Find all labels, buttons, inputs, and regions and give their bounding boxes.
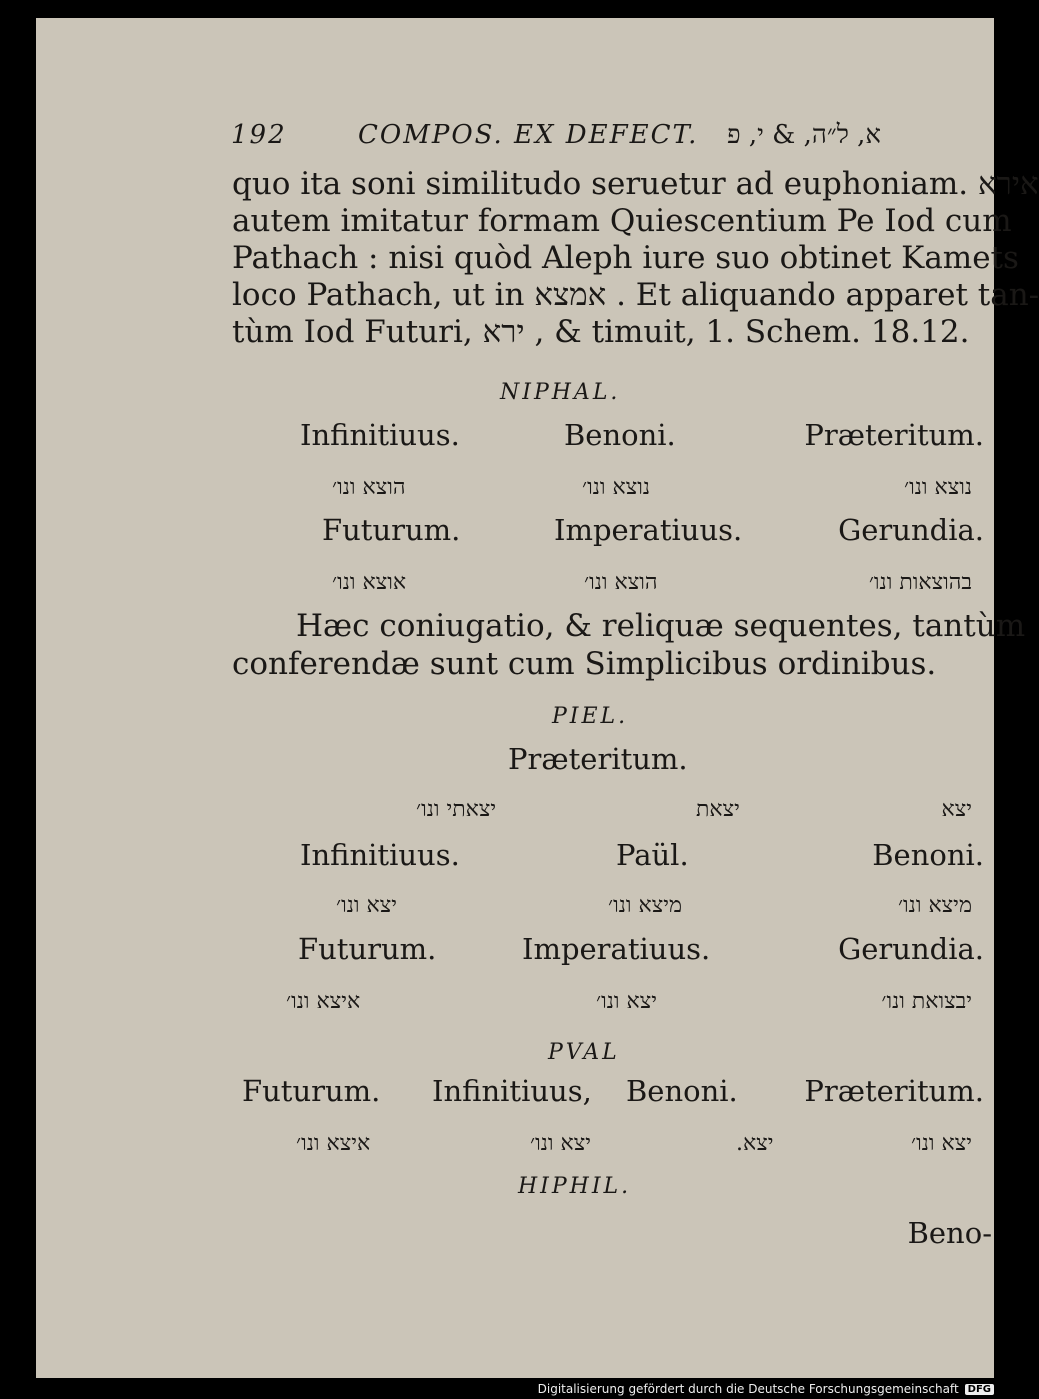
catchword: Beno-: [907, 1216, 992, 1250]
label-futurum: Futurum.: [322, 513, 461, 547]
latin-text: . Et aliquando apparet tan-: [616, 277, 1039, 313]
hebrew-form: נוצא ונו׳: [582, 475, 650, 500]
hebrew-form: מיצא ונו׳: [608, 893, 683, 918]
label-gerundia: Gerundia.: [838, 513, 984, 547]
label-benoni: Benoni.: [564, 418, 676, 452]
label-imperatiuus: Imperatiuus.: [554, 513, 743, 547]
label-infinitiuus: Infinitiuus,: [432, 1074, 592, 1108]
hebrew-form: הוצא ונו׳: [332, 475, 406, 500]
hebrew-word: אמצא: [534, 277, 607, 313]
hebrew-form: הוצא ונו׳: [584, 570, 658, 595]
latin-text: , & timuit, 1. Schem. 18.12.: [534, 314, 970, 350]
label-gerundia: Gerundia.: [838, 932, 984, 966]
hebrew-form: יבצואת ונו׳: [881, 989, 972, 1014]
hebrew-word: ירא: [482, 314, 525, 350]
book-page: [36, 18, 1039, 1378]
hebrew-form: יצאתי ונו׳: [416, 797, 497, 822]
paragraph-line: [232, 166, 1039, 202]
hebrew-form: יצא ונו׳: [911, 1131, 972, 1156]
page-number: 192: [231, 120, 287, 150]
label-futurum: Futurum.: [242, 1074, 381, 1108]
label-benoni: Benoni.: [626, 1074, 738, 1108]
label-benoni: Benoni.: [872, 838, 984, 872]
label-praeteritum: Præteritum.: [508, 742, 688, 776]
paragraph-line: Pathach : nisi quòd Aleph iure suo obtinet Kamets: [232, 240, 1019, 276]
digitization-footer: [538, 1382, 994, 1396]
running-title: COMPOS. EX DEFECT.: [358, 120, 699, 150]
paragraph-line: [232, 277, 1039, 313]
label-infinitiuus: Infinitiuus.: [300, 418, 460, 452]
hebrew-form: נוצא ונו׳: [904, 475, 972, 500]
paragraph-line: [232, 314, 969, 350]
hebrew-form: יצא: [941, 797, 972, 822]
latin-text: quo ita soni similitudo seruetur ad euphoniam.: [232, 166, 969, 202]
section-title-niphal: NIPHAL.: [500, 380, 621, 405]
section-title-pual: PVAL: [548, 1040, 620, 1065]
paragraph-line: Hæc coniugatio, & reliquæ sequentes, tantùm: [296, 608, 1026, 644]
hebrew-form: אוצא ונו׳: [332, 570, 407, 595]
label-infinitiuus: Infinitiuus.: [300, 838, 460, 872]
section-title-hiphil: HIPHIL.: [518, 1174, 632, 1199]
label-praeteritum: Præteritum.: [804, 1074, 984, 1108]
label-imperatiuus: Imperatiuus.: [522, 932, 711, 966]
hebrew-form: יצא.: [736, 1131, 774, 1156]
hebrew-word: אירא: [978, 166, 1039, 202]
label-pauil: Paül.: [616, 838, 689, 872]
hebrew-form: יצא ונו׳: [530, 1131, 591, 1156]
hebrew-form: יצאת: [696, 797, 740, 822]
hebrew-form: יצא ונו׳: [596, 989, 657, 1014]
hebrew-form: יצא ונו׳: [336, 893, 397, 918]
section-title-piel: PIEL.: [552, 704, 629, 729]
label-futurum: Futurum.: [298, 932, 437, 966]
hebrew-form: איצא ונו׳: [286, 989, 361, 1014]
footer-text: Digitalisierung gefördert durch die Deutsche Forschungsgemeinschaft: [537, 1382, 959, 1396]
paragraph-line: autem imitatur formam Quiescentium Pe Iod cum: [232, 203, 1012, 239]
running-letters: א, ל״ה, & י, פ: [726, 120, 881, 150]
paragraph-line: conferendæ sunt cum Simplicibus ordinibus.: [232, 646, 937, 682]
hebrew-form: מיצא ונו׳: [897, 893, 972, 918]
latin-text: tùm Iod Futuri,: [232, 314, 473, 350]
dfg-logo: DFG: [965, 1384, 994, 1395]
hebrew-form: בהוצאות ונו׳: [868, 570, 972, 595]
hebrew-form: איצא ונו׳: [296, 1131, 371, 1156]
label-praeteritum: Præteritum.: [804, 418, 984, 452]
latin-text: loco Pathach, ut in: [232, 277, 525, 313]
